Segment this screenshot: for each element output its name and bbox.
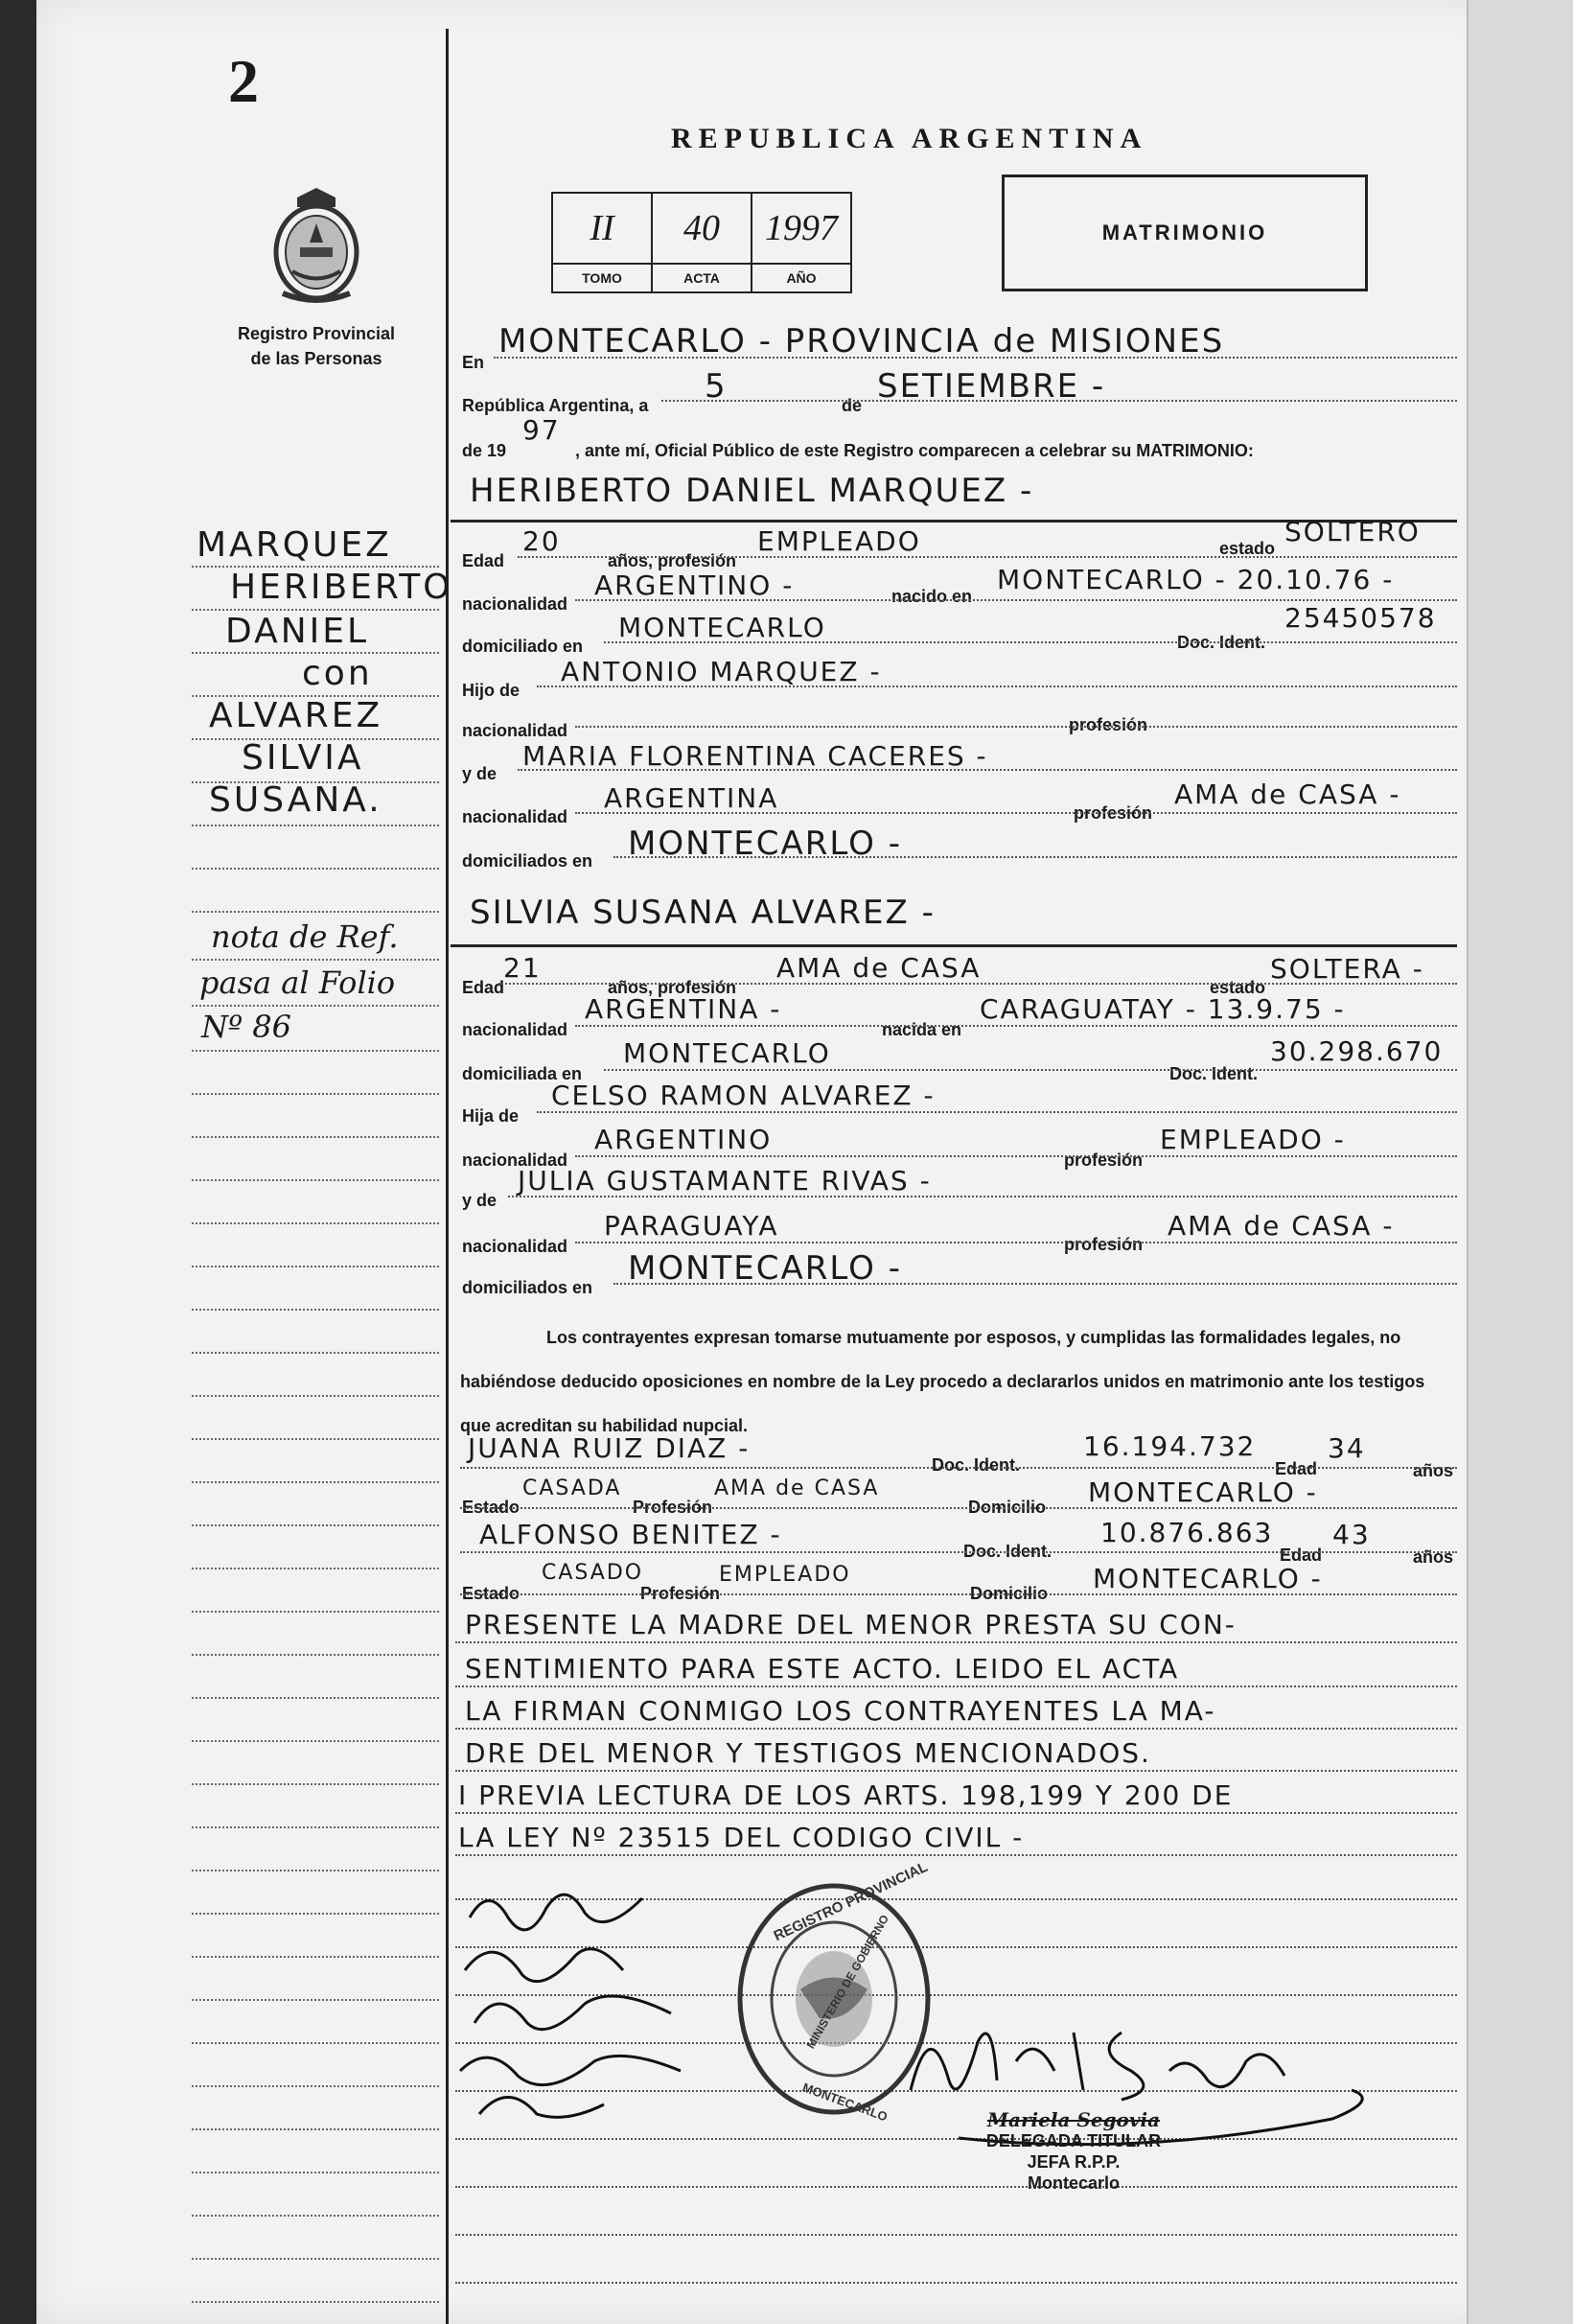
witness2-doc: 10.876.863 [1100, 1517, 1274, 1548]
rule [192, 1395, 439, 1397]
bride-dom-label: domiciliada en [462, 1064, 583, 1083]
acta-label: ACTA [653, 265, 752, 293]
witness2-profesion-label: Profesión [640, 1584, 721, 1603]
groom-madre: MARIA FLORENTINA CACERES - [522, 740, 988, 772]
rule [604, 1069, 1457, 1071]
margin-name-2: HERIBERTO [230, 568, 453, 607]
tomo-value: II [553, 194, 653, 263]
groom-madre-prof-label: profesión [1074, 803, 1153, 823]
rule [575, 726, 1457, 728]
binding-edge [1467, 0, 1573, 2324]
year-value: 97 [522, 414, 561, 446]
bride-nacionalidad: ARGENTINA - [585, 993, 782, 1025]
witness1-edad-label: Edad [1275, 1459, 1318, 1478]
groom-estado: SOLTERO [1284, 516, 1421, 547]
officer-title-2: JEFA R.P.P. [1027, 2152, 1121, 2172]
stamp-ring-text: REGISTRO PROVINCIAL [771, 1858, 931, 1945]
rule [192, 1093, 439, 1095]
groom-madre-nac-label: nacionalidad [462, 807, 568, 826]
rule [613, 856, 1457, 858]
witness2-domicilio: MONTECARLO - [1093, 1563, 1323, 1594]
bride-hija-label: Hija de [462, 1106, 520, 1126]
rule [451, 944, 1457, 947]
witness2-doc-label: Doc. Ident. [963, 1542, 1053, 1561]
coat-of-arms-icon [264, 180, 369, 310]
bride-nacida: CARAGUATAY - 13.9.75 - [980, 993, 1346, 1025]
bride-edad-label: Edad [462, 978, 505, 997]
bride-domiciliados-label: domiciliados en [462, 1278, 593, 1297]
rule [192, 1740, 439, 1742]
country-title: REPUBLICA ARGENTINA [671, 123, 1148, 154]
bride-madre-prof-label: profesión [1064, 1235, 1144, 1254]
stamp-inner-text: MINISTERIO DE GOBIERNO [803, 1912, 892, 2052]
notes-line-6: LA LEY Nº 23515 DEL CODIGO CIVIL - [458, 1822, 1025, 1853]
rule [575, 1155, 1457, 1157]
rule [192, 1870, 439, 1871]
groom-domicilio: MONTECARLO [618, 612, 826, 643]
rule [460, 1593, 1457, 1595]
margin-name-6: SILVIA [242, 738, 364, 778]
groom-madre-prof: AMA de CASA - [1174, 779, 1401, 810]
witness1-domicilio: MONTECARLO - [1088, 1476, 1318, 1508]
bride-padre-prof: EMPLEADO - [1160, 1124, 1346, 1155]
rule [192, 1783, 439, 1785]
margin-divider [446, 29, 449, 2324]
bride-nacida-label: nacida en [882, 1020, 962, 1039]
bride-madre-nac: PARAGUAYA [604, 1210, 779, 1242]
rule [192, 1697, 439, 1699]
rule [192, 2258, 439, 2260]
witness2-name: ALFONSO BENITEZ - [479, 1519, 782, 1550]
rule [498, 983, 1457, 985]
margin-note-1: nota de Ref. [211, 918, 399, 955]
groom-estado-label: estado [1219, 539, 1276, 558]
page-number: 2 [228, 47, 259, 115]
witness1-estado-label: Estado [462, 1498, 520, 1517]
witness1-doc: 16.194.732 [1083, 1430, 1257, 1462]
rule [192, 2128, 439, 2130]
groom-nacionalidad: ARGENTINO - [594, 569, 795, 601]
witness1-edad: 34 [1328, 1432, 1366, 1464]
rule [460, 1467, 1457, 1469]
registry-name [192, 321, 441, 371]
ano-label: AÑO [786, 270, 817, 286]
groom-madre-nac: ARGENTINA [604, 782, 779, 814]
rule [192, 1956, 439, 1958]
registry-line-2: de las Personas [250, 349, 382, 368]
rule [460, 1551, 1457, 1553]
groom-profesion: EMPLEADO [757, 525, 921, 557]
rule [192, 959, 439, 961]
groom-domiciliados: MONTECARLO - [628, 825, 902, 863]
margin-name-4: con [302, 654, 373, 693]
rule [192, 1568, 439, 1569]
bride-edad: 21 [503, 952, 542, 984]
groom-domiciliados-label: domiciliados en [462, 851, 593, 871]
rule [192, 2215, 439, 2217]
bride-madre: JULIA GUSTAMANTE RIVAS - [518, 1165, 932, 1197]
margin-name-3: DANIEL [225, 612, 370, 651]
rule [537, 686, 1457, 687]
rule [575, 1025, 1457, 1027]
rule [192, 1611, 439, 1613]
groom-doc-label: Doc. Ident. [1177, 633, 1266, 652]
rule [192, 1913, 439, 1915]
de19-label: de 19 [462, 441, 507, 460]
groom-edad-label: Edad [462, 551, 505, 570]
rule [455, 2282, 1457, 2284]
rule [192, 609, 439, 611]
groom-nacido: MONTECARLO - 20.10.76 - [997, 564, 1395, 595]
groom-dom-label: domiciliado en [462, 637, 584, 656]
rule [575, 812, 1457, 814]
rule [537, 1111, 1457, 1113]
registry-line-1: Registro Provincial [237, 324, 396, 343]
rule [192, 1481, 439, 1483]
record-type-box: MATRIMONIO [1002, 174, 1368, 291]
bride-estado-label: estado [1210, 978, 1266, 997]
rule [192, 1524, 439, 1526]
bride-padre: CELSO RAMON ALVAREZ - [551, 1080, 936, 1111]
rule [494, 357, 1457, 359]
bride-padre-nac: ARGENTINO [594, 1124, 773, 1155]
notes-line-1: PRESENTE LA MADRE DEL MENOR PRESTA SU CON- [465, 1609, 1237, 1640]
month-value: SETIEMBRE - [877, 367, 1106, 406]
groom-padre-prof-label: profesión [1069, 715, 1148, 734]
bride-yde-label: y de [462, 1191, 497, 1210]
rule [192, 1438, 439, 1440]
rule [192, 1136, 439, 1138]
notes-line-5: I PREVIA LECTURA DE LOS ARTS. 198,199 Y 200 DE [458, 1779, 1234, 1811]
rule [192, 1654, 439, 1656]
tomo-label: TOMO [553, 265, 653, 293]
bride-domicilio: MONTECARLO [623, 1037, 831, 1069]
witness1-doc-label: Doc. Ident. [932, 1455, 1021, 1475]
rule [192, 1179, 439, 1181]
bride-doc: 30.298.670 [1270, 1035, 1444, 1067]
witness1-name: JUANA RUIZ DIAZ - [468, 1432, 751, 1464]
witness1-profesion-label: Profesión [633, 1498, 713, 1517]
rule [460, 1507, 1457, 1509]
margin-note-3: Nº 86 [201, 1009, 291, 1045]
rule [518, 556, 1457, 558]
witness2-domicilio-label: Domicilio [970, 1584, 1049, 1603]
rule [192, 1050, 439, 1052]
rule [192, 1222, 439, 1224]
declaration-text: Los contrayentes expresan tomarse mutuamente por esposos, y cumplidas las formalidades legales, no habiéndose deducido oposiciones en nombre de la Ley procedo a declararlos unidos en matrimonio ante los testigos que acreditan su habilidad nupcial. [460, 1328, 1425, 1435]
rule [508, 1196, 1457, 1197]
rule [192, 1999, 439, 2001]
stamp-bottom-text: MONTECARLO [800, 2080, 890, 2125]
groom-yde-label: y de [462, 764, 497, 783]
witness1-estado: CASADA [522, 1476, 622, 1500]
notes-line-4: DRE DEL MENOR Y TESTIGOS MENCIONADOS. [465, 1737, 1151, 1769]
rule [455, 1812, 1457, 1814]
rule [455, 1854, 1457, 1856]
rule [455, 1728, 1457, 1730]
witness2-edad-label: Edad [1280, 1545, 1323, 1565]
bride-domiciliados: MONTECARLO - [628, 1249, 902, 1288]
groom-edad: 20 [522, 525, 561, 557]
bride-estado: SOLTERA - [1270, 953, 1424, 985]
witness1-anos-label: años [1413, 1461, 1454, 1480]
officer-name: Mariela Segovia [986, 2108, 1161, 2131]
witness2-estado: CASADO [542, 1561, 644, 1585]
witness2-anos-label: años [1413, 1547, 1454, 1567]
margin-note-2: pasa al Folio [199, 964, 396, 1001]
margin-name-5: ALVAREZ [209, 696, 383, 735]
groom-padre: ANTONIO MARQUEZ - [561, 656, 882, 687]
rule [192, 825, 439, 826]
bride-profesion: AMA de CASA [776, 952, 982, 984]
bride-madre-prof: AMA de CASA - [1168, 1210, 1395, 1242]
notes-line-2: SENTIMIENTO PARA ESTE ACTO. LEIDO EL ACTA [465, 1653, 1180, 1685]
bride-profesion-label: años, profesión [608, 978, 737, 997]
day-value: 5 [705, 367, 728, 406]
witness1-profesion: AMA de CASA [714, 1476, 880, 1500]
witness2-edad: 43 [1332, 1519, 1371, 1550]
officer-title-1: DELEGADA TITULAR [985, 2131, 1162, 2150]
bride-madre-nac-label: nacionalidad [462, 1237, 568, 1256]
rule [661, 400, 1457, 402]
rule [455, 1685, 1457, 1687]
bride-padre-prof-label: profesión [1064, 1150, 1144, 1170]
bride-padre-nac-label: nacionalidad [462, 1150, 568, 1170]
volume-record-box [551, 192, 852, 293]
groom-nacido-label: nacido en [891, 587, 973, 606]
de-label: de [842, 396, 863, 415]
rule [575, 1242, 1457, 1243]
rule [192, 1826, 439, 1828]
rule [192, 1352, 439, 1354]
rule [455, 2234, 1457, 2236]
rule [192, 1005, 439, 1007]
rule [613, 1283, 1457, 1285]
groom-hijo-label: Hijo de [462, 681, 520, 700]
rule [192, 868, 439, 870]
groom-doc: 25450578 [1284, 602, 1437, 634]
rule [604, 641, 1457, 643]
bride-nac-label: nacionalidad [462, 1020, 568, 1039]
margin-name-1: MARQUEZ [197, 525, 392, 565]
rule [192, 1266, 439, 1267]
margin-name-7: SUSANA. [209, 780, 382, 820]
rule [455, 1641, 1457, 1643]
place-value: MONTECARLO - PROVINCIA de MISIONES [498, 322, 1225, 360]
contractants-signatures [451, 1879, 738, 2128]
rule [192, 2085, 439, 2087]
rule [455, 1770, 1457, 1772]
republica-label: República Argentina, a [462, 396, 649, 415]
en-label: En [462, 353, 485, 372]
groom-name: HERIBERTO DANIEL MARQUEZ - [470, 472, 1034, 510]
witness1-domicilio-label: Domicilio [968, 1498, 1047, 1517]
groom-padre-nac-label: nacionalidad [462, 721, 568, 740]
rule [575, 599, 1457, 601]
rule [455, 2186, 1457, 2188]
groom-profesion-label: años, profesión [608, 551, 737, 570]
notes-line-3: LA FIRMAN CONMIGO LOS CONTRAYENTES LA MA- [465, 1695, 1216, 1727]
ano-value: 1997 [765, 208, 838, 248]
witness2-profesion: EMPLEADO [719, 1563, 851, 1587]
officer-place: Montecarlo [1027, 2173, 1120, 2193]
rule [192, 911, 439, 913]
rule [192, 2172, 439, 2173]
officer-block [963, 2109, 1184, 2194]
groom-nac-label: nacionalidad [462, 594, 568, 614]
acta-value: 40 [653, 194, 752, 263]
rule [192, 2301, 439, 2303]
rule [192, 2042, 439, 2044]
intro-text: , ante mí, Oficial Público de este Registro comparecen a celebrar su MATRIMONIO: [575, 441, 1254, 460]
bride-doc-label: Doc. Ident. [1169, 1064, 1259, 1083]
rule [518, 769, 1457, 771]
witness2-estado-label: Estado [462, 1584, 520, 1603]
rule [192, 1309, 439, 1311]
bride-name: SILVIA SUSANA ALVAREZ - [470, 894, 936, 932]
